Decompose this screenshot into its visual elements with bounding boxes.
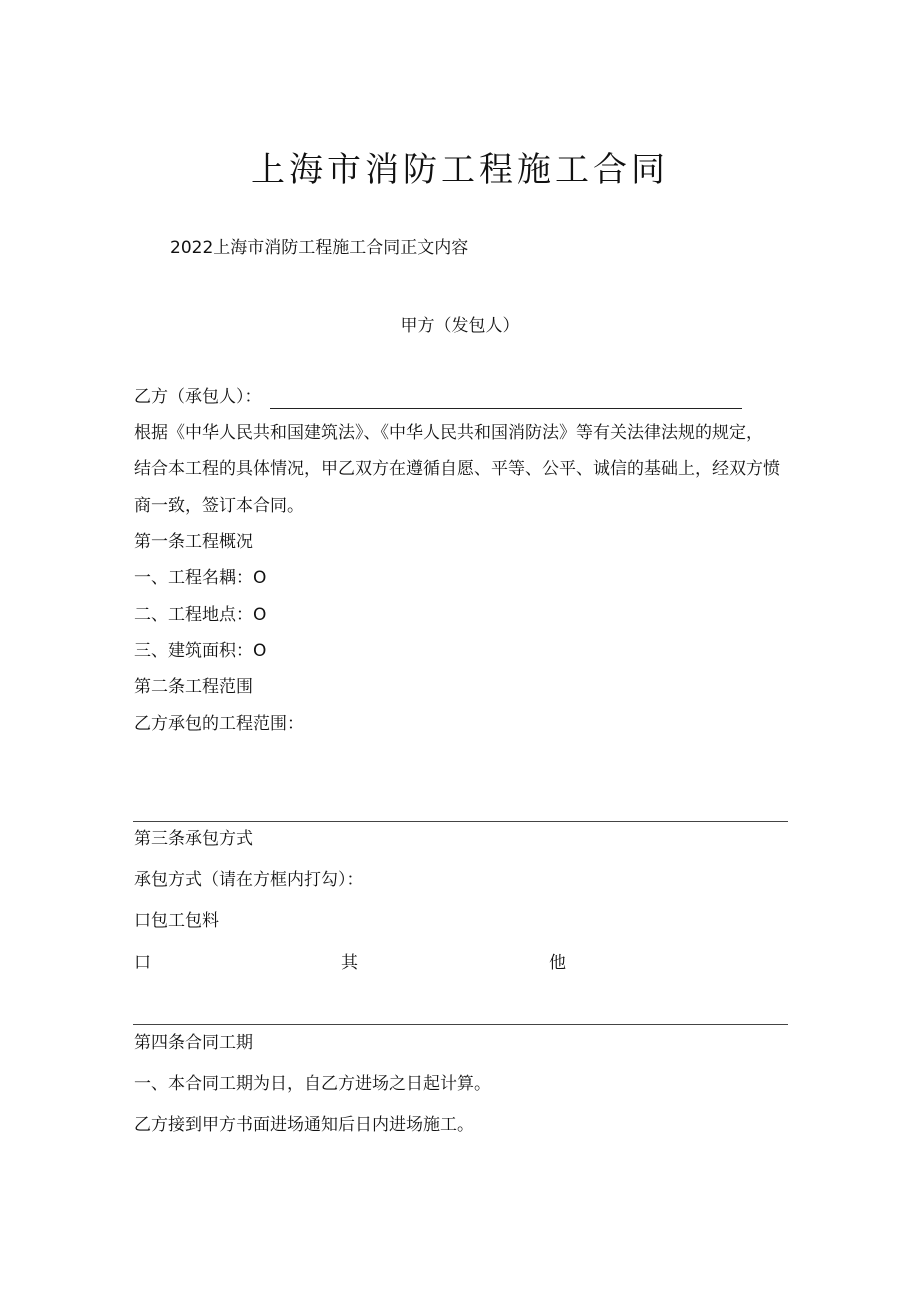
article-4-title: 第四条合同工期 [134,1033,253,1053]
party-b-label: 乙方（承包人）： [134,387,262,407]
party-a-label: 甲方（发包人） [400,316,520,336]
divider-line [133,1024,788,1025]
party-b-line [134,385,742,409]
article-1-item-3: 三、建筑面积：O [134,641,267,661]
document-title: 上海市消防工程施工合同 [251,150,669,190]
article-4-item-2: 乙方接到甲方书面进场通知后日内进场施工。 [134,1115,474,1135]
article-3-option-2-char-2: 他 [549,953,566,973]
article-1-title: 第一条工程概况 [134,532,253,552]
divider-line [133,821,788,822]
preamble-line-3: 商一致，签订本合同。 [134,496,304,516]
article-3-option-2-char-1: 其 [341,953,358,973]
article-2-scope: 乙方承包的工程范围： [134,714,304,734]
article-3-option-1: 口包工包料 [134,911,219,931]
preamble-line-1: 根据《中华人民共和国建筑法》、《中华人民共和国消防法》等有关法律法规的规定， [134,423,763,443]
article-2-title: 第二条工程范围 [134,677,253,697]
party-b-blank [270,388,742,409]
article-3-title: 第三条承包方式 [134,829,253,849]
article-3-method: 承包方式（请在方框内打勾）： [134,870,364,890]
document-subtitle: 2022上海市消防工程施工合同正文内容 [170,238,469,258]
article-1-item-1: 一、工程名耦：O [134,568,267,588]
article-4-item-1: 一、本合同工期为日，自乙方进场之日起计算。 [134,1074,491,1094]
article-3-option-2-box: 口 [134,953,151,973]
article-1-item-2: 二、工程地点：O [134,605,267,625]
preamble-line-2: 结合本工程的具体情况，甲乙双方在遵循自愿、平等、公平、诚信的基础上，经双方愤 [134,459,780,479]
